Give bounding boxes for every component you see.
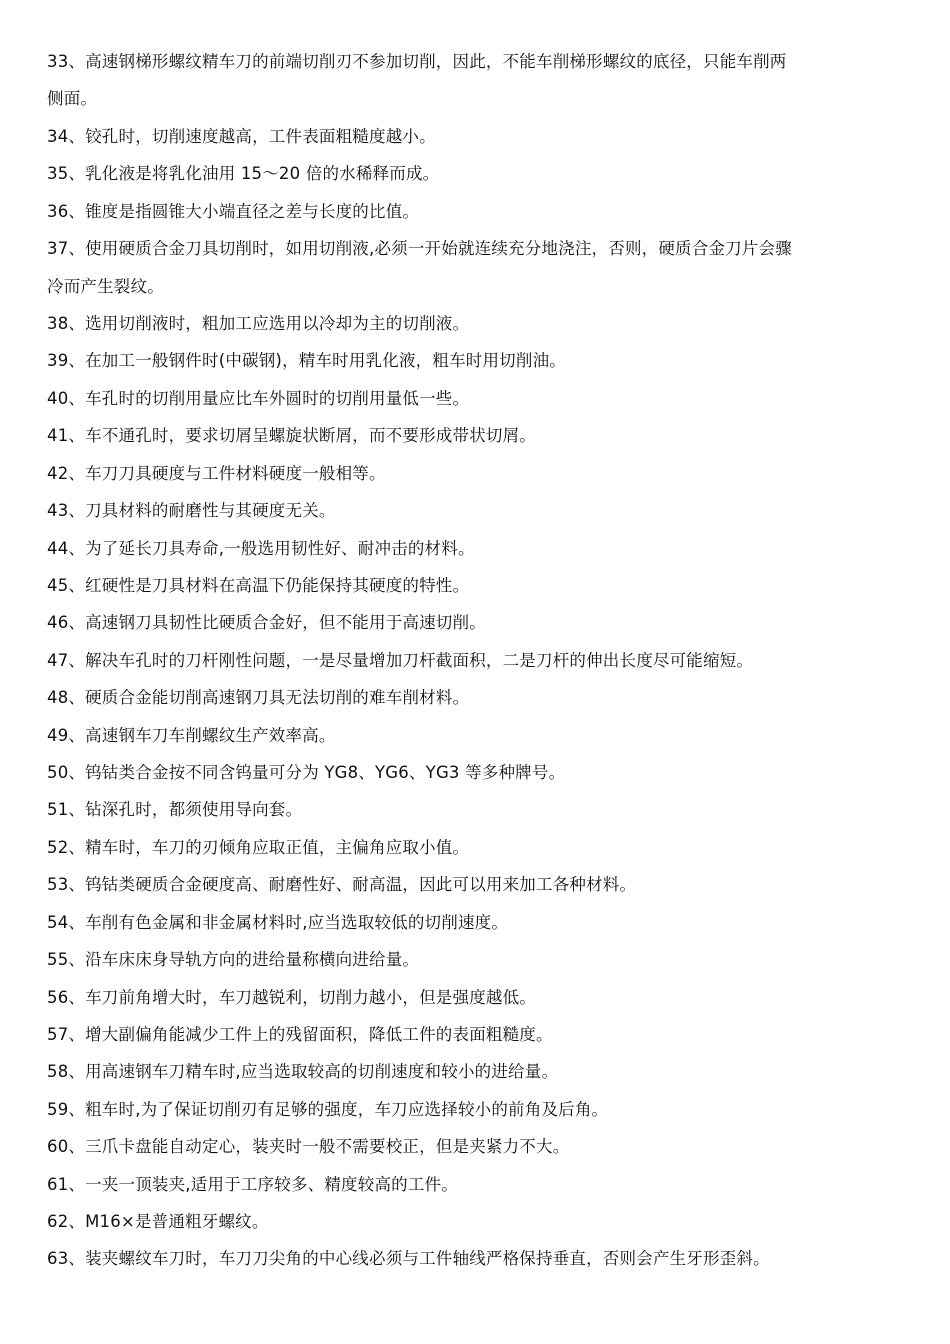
question-item-line: 58、用高速钢车刀精车时,应当选取较高的切削速度和较小的进给量。 [47, 1062, 559, 1082]
question-item-line: 62、M16×是普通粗牙螺纹。 [47, 1212, 269, 1231]
question-item-line: 63、装夹螺纹车刀时，车刀刀尖角的中心线必须与工件轴线严格保持垂直，否则会产生牙形歪斜。 [47, 1249, 770, 1269]
question-item-line: 37、使用硬质合金刀具切削时，如用切削液,必须一开始就连续充分地浇注，否则，硬质合金刀片会骤 [47, 239, 792, 259]
question-item-line: 42、车刀刀具硬度与工件材料硬度一般相等。 [47, 463, 386, 483]
question-item-line: 40、车孔时的切削用量应比车外圆时的切削用量低一些。 [47, 388, 470, 408]
question-item-line: 43、刀具材料的耐磨性与其硬度无关。 [47, 501, 336, 520]
question-item-line: 56、车刀前角增大时，车刀越锐利，切削力越小，但是强度越低。 [47, 987, 536, 1007]
question-item-line: 41、车不通孔时，要求切屑呈螺旋状断屑，而不要形成带状切屑。 [47, 426, 536, 446]
question-item-line: 59、粗车时,为了保证切削刃有足够的强度，车刀应选择较小的前角及后角。 [47, 1099, 609, 1119]
question-item-line: 45、红硬性是刀具材料在高温下仍能保持其硬度的特性。 [47, 575, 470, 595]
question-item-line: 55、沿车床床身导轨方向的进给量称横向进给量。 [47, 950, 420, 970]
question-item-line: 54、车削有色金属和非金属材料时,应当选取较低的切削速度。 [47, 912, 509, 932]
question-item-line: 48、硬质合金能切削高速钢刀具无法切削的难车削材料。 [47, 688, 470, 708]
question-item-line: 38、选用切削液时，粗加工应选用以冷却为主的切削液。 [47, 313, 470, 333]
question-item-line: 53、钨钴类硬质合金硬度高、耐磨性好、耐高温，因此可以用来加工各种材料。 [47, 875, 637, 895]
question-item-line: 47、解决车孔时的刀杆刚性问题，一是尽量增加刀杆截面积，二是刀杆的伸出长度尽可能缩短。 [47, 650, 754, 670]
question-item-line: 49、高速钢车刀车削螺纹生产效率高。 [47, 725, 336, 745]
question-item-line: 34、铰孔时，切削速度越高，工件表面粗糙度越小。 [47, 126, 436, 146]
question-item-line: 46、高速钢刀具韧性比硬质合金好，但不能用于高速切削。 [47, 613, 486, 633]
question-item-line: 51、钻深孔时，都须使用导向套。 [47, 800, 303, 820]
question-item-continuation: 侧面。 [47, 89, 98, 109]
question-item-line: 50、钨钴类合金按不同含钨量可分为 YG8、YG6、YG3 等多种牌号。 [47, 763, 566, 782]
question-item-line: 52、精车时，车刀的刃倾角应取正值，主偏角应取小值。 [47, 837, 470, 857]
question-item-line: 35、乳化液是将乳化油用 15～20 倍的水稀释而成。 [47, 164, 440, 184]
question-item-line: 36、锥度是指圆锥大小端直径之差与长度的比值。 [47, 201, 420, 221]
question-item-line: 60、三爪卡盘能自动定心，装夹时一般不需要校正，但是夹紧力不大。 [47, 1137, 570, 1157]
question-item-continuation: 冷而产生裂纹。 [47, 276, 164, 296]
question-item-line: 39、在加工一般钢件时(中碳钢)，精车时用乳化液，粗车时用切削油。 [47, 351, 566, 371]
question-item-line: 33、高速钢梯形螺纹精车刀的前端切削刃不参加切削，因此，不能车削梯形螺纹的底径，只能车削两 [47, 52, 787, 71]
question-item-line: 44、为了延长刀具寿命,一般选用韧性好、耐冲击的材料。 [47, 538, 475, 558]
question-item-line: 61、一夹一顶装夹,适用于工序较多、精度较高的工件。 [47, 1174, 458, 1194]
question-item-line: 57、增大副偏角能减少工件上的残留面积，降低工件的表面粗糙度。 [47, 1024, 553, 1044]
